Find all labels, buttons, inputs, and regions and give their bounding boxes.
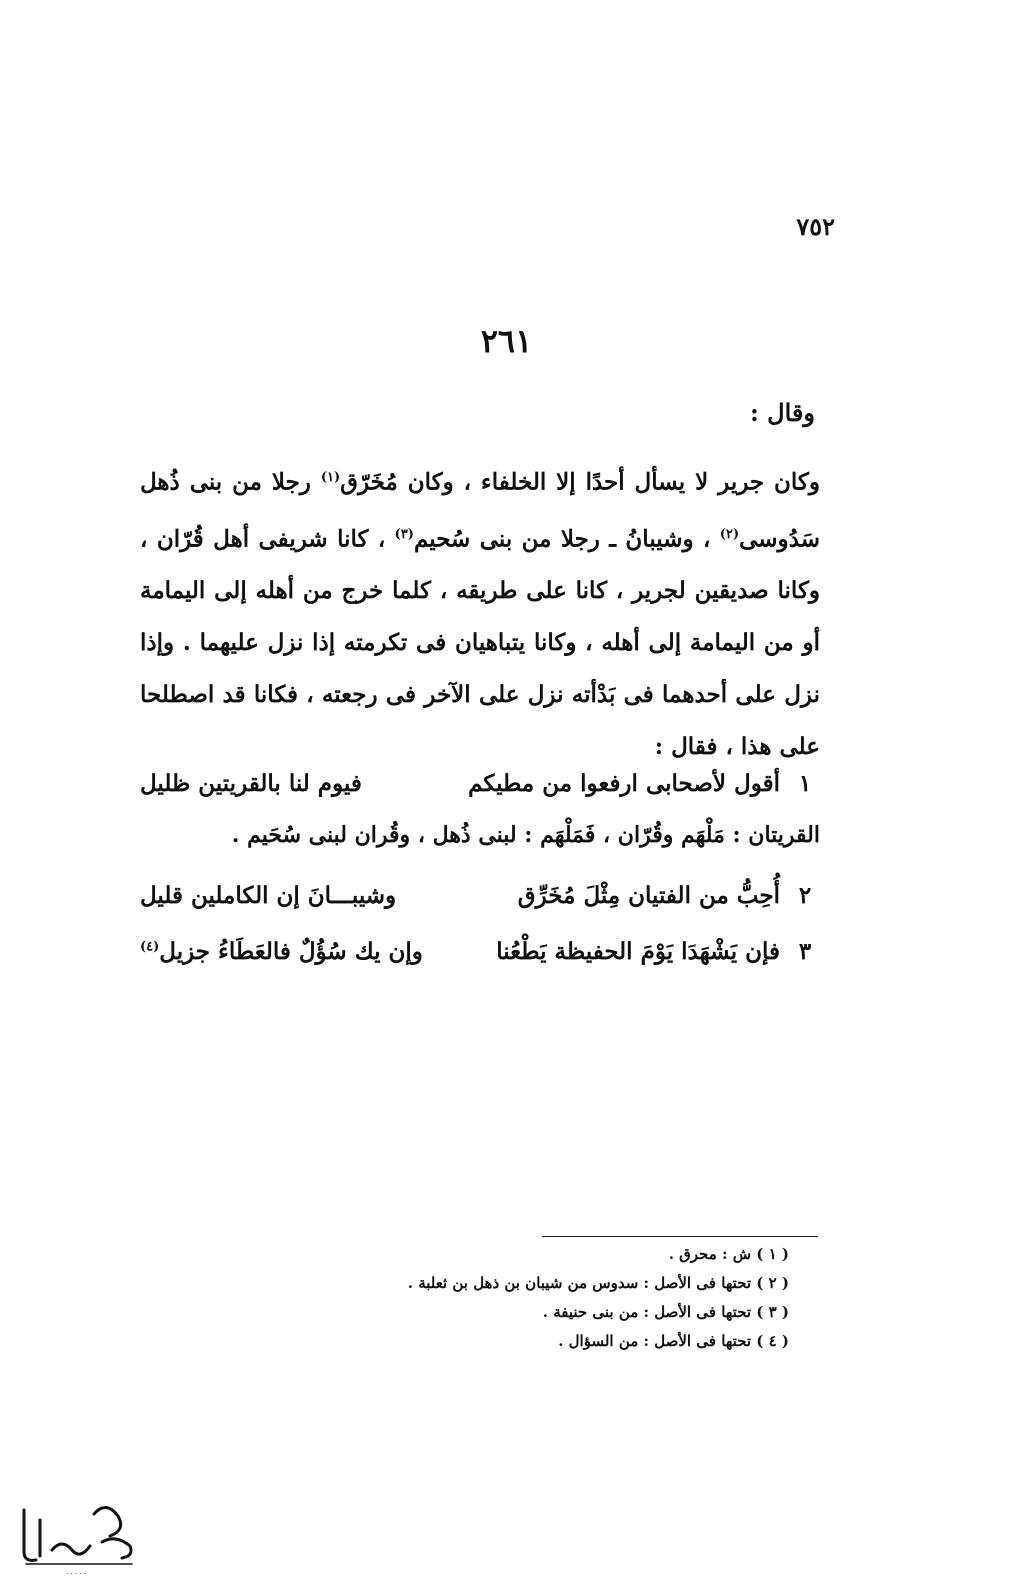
footnotes [289,1240,789,1356]
verse-first-hemistich: أقول لأصحابى ارفعوا من مطيكم [468,770,780,797]
footnote-2: ( ٢ ) تحتها فى الأصل : سدوس من شيبان بن ذهل بن ثعلبة . [407,1274,789,1292]
footnote-3: ( ٣ ) تحتها فى الأصل : من بنى حنيفة . [542,1303,789,1321]
poem-number: ٢٦١ [480,322,533,360]
verse-second-hemistich [140,938,450,965]
footnote-1: ( ١ ) ش : محرق . [668,1245,789,1263]
verse-number: ٣ [798,938,812,965]
prose-paragraph [140,452,820,773]
library-stamp-logo [6,1490,146,1580]
verse-2 [140,876,820,924]
verse-number: ١ [798,770,812,797]
footnote-ref-1: (١) [320,470,341,485]
footnote-ref-4: (٤) [140,939,160,955]
footnote-4: ( ٤ ) تحتها فى الأصل : من السؤال . [558,1332,789,1350]
footnote-ref-2: (٢) [719,526,740,542]
footnote-ref-3: (٣) [394,526,414,542]
verse-second-hemistich: فيوم لنا بالقريتين ظليل [140,770,362,797]
verse-first-hemistich: فإن يَشْهَدَا يَوْمَ الحفيظة يَطْعُنا [496,938,780,965]
page-number: ٧٥٢ [796,212,835,241]
prose-text-4: ، كانا شريفى أهل قُرّان ، وكانا صديقين لجرير ، كانا على طريقه ، كلما خرج من أهله إلى اليمامة أو من اليمامة إلى أهله ، وكانا يتباهيان فى تكرمته إذا نزل عليهما . وإذا نزل على أحدهما فى بَدْأته نزل على الآخر فى رجعته ، فكانا قد اصطلحا على هذا ، فقال : [140,525,820,761]
svg-text:· · · · ·: · · · · · [65,1570,87,1578]
verse-number: ٢ [798,882,812,909]
prose-text-1: وكان جرير لا يسأل أحدًا إلا الخلفاء ، وكان مُخَرّق [340,468,820,496]
prose-text-3: ، وشيبانُ ـ رجلا من بنى سُحيم [413,525,720,553]
verse-second-hemistich: وشيبـــانَ إن الكاملين قليل [140,882,397,909]
verse-1 [140,764,820,812]
footnote-divider [542,1236,818,1237]
verse-3 [140,932,820,980]
prose-text-2: رجلا من بنى ذُهل سَدُوسى [140,468,820,553]
verse-first-hemistich: أُحِبُّ من الفتيان مِثْلَ مُخَرِّق [517,882,780,909]
intro-line: وقال : [749,398,815,427]
verse-second-text: وإن يك سُؤُلٌ فالعَطَاءُ جزيل [159,938,423,965]
gloss-line: القريتان : مَلْهَم وقُرّان ، فَمَلْهَم : لبنى ذُهل ، وقُران لبنى سُحَيم . [231,822,820,848]
